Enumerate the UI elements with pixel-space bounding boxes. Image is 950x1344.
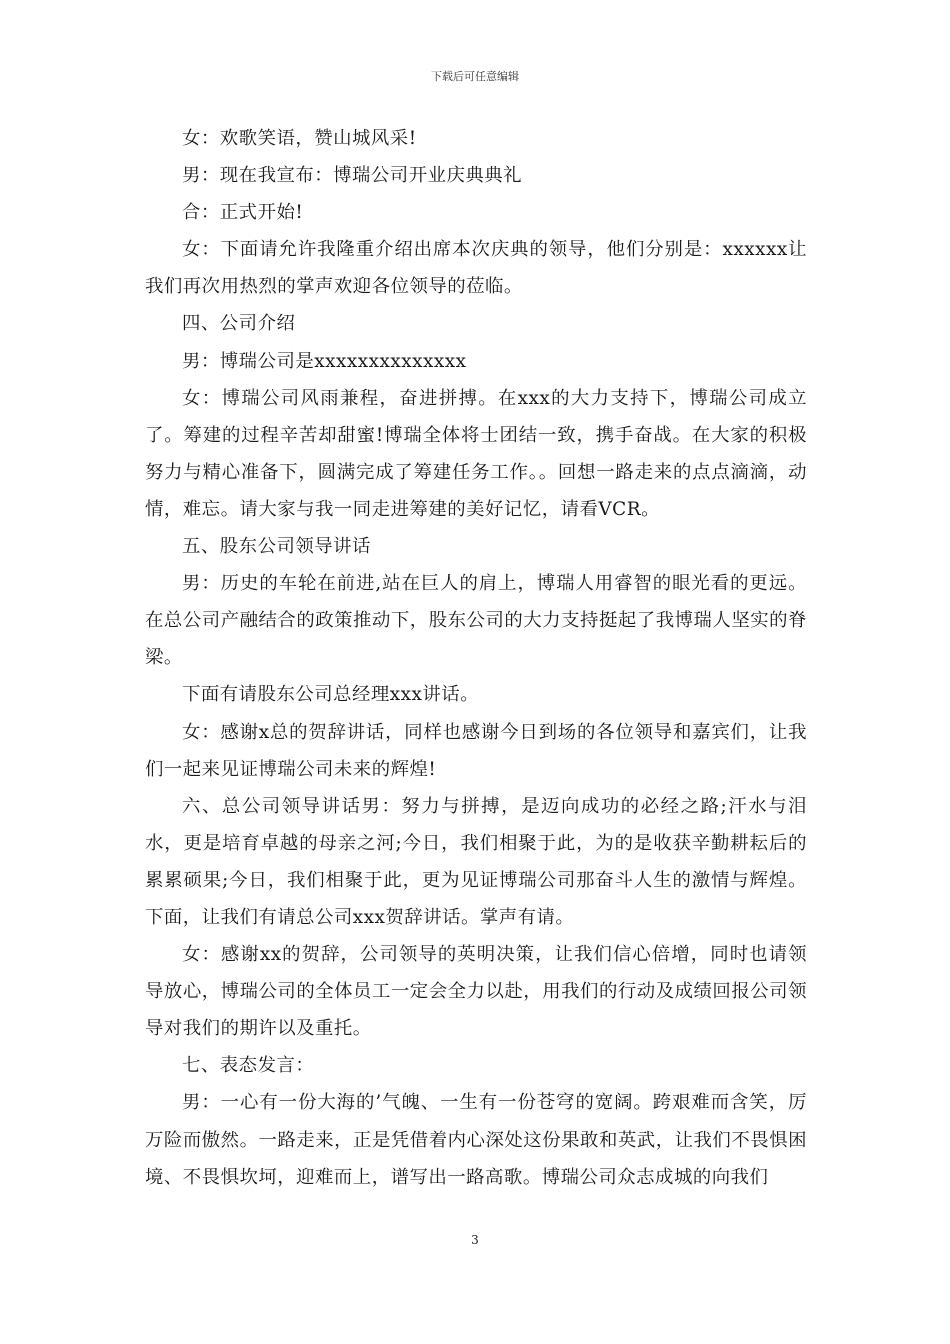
paragraph: 女：感谢xx的贺辞，公司领导的英明决策，让我们信心倍增，同时也请领导放心，博瑞公司的全体员工一定会全力以赴，用我们的行动及成绩回报公司领导对我们的期许以及重托。	[145, 944, 807, 1040]
paragraph: 男：一心有一份大海的’气魄、一生有一份苍穹的宽阔。跨艰难而含笑，厉万险而傲然。一路走来，正是凭借着内心深处这份果敢和英武，让我们不畏惧困境、不畏惧坎坷，迎难而上，谱写出一路高歌。博瑞公司众志成城的向我们	[145, 1092, 807, 1188]
section-heading: 七、表态发言：	[182, 1055, 315, 1077]
paragraph: 女：下面请允许我隆重介绍出席本次庆典的领导，他们分别是：xxxxxx让我们再次用热烈的掌声欢迎各位领导的莅临。	[145, 239, 807, 298]
paragraph: 六、总公司领导讲话男：努力与拼搏，是迈向成功的必经之路;汗水与泪水，更是培育卓越的母亲之河;今日，我们相聚于此，为的是收获辛勤耕耘后的累累硕果;今日，我们相聚于此，更为见证博瑞公司那奋斗人生的激情与辉煌。下面，让我们有请总公司xxx贺辞讲话。掌声有请。	[145, 795, 807, 928]
paragraph: 下面有请股东公司总经理xxx讲话。	[182, 684, 480, 706]
paragraph: 男：历史的车轮在前进,站在巨人的肩上，博瑞人用睿智的眼光看的更远。在总公司产融结合的政策推动下，股东公司的大力支持挺起了我博瑞人坚实的脊梁。	[145, 573, 807, 669]
paragraph: 女：欢歌笑语，赞山城风采!	[182, 128, 417, 149]
section-heading: 五、股东公司领导讲话	[182, 536, 371, 558]
paragraph: 合：正式开始!	[182, 202, 304, 224]
paragraph: 男：博瑞公司是xxxxxxxxxxxxxx	[182, 350, 467, 372]
paragraph: 女：感谢x总的贺辞讲话，同样也感谢今日到场的各位领导和嘉宾们，让我们一起来见证博瑞公司未来的辉煌!	[145, 721, 807, 780]
page-number: 3	[471, 1233, 479, 1247]
page-header-note: 下载后可任意编辑	[431, 70, 519, 83]
section-heading: 四、公司介绍	[182, 313, 296, 335]
paragraph: 女：博瑞公司风雨兼程，奋进拼搏。在xxx的大力支持下，博瑞公司成立了。筹建的过程辛苦却甜蜜!博瑞全体将士团结一致，携手奋战。在大家的积极努力与精心准备下，圆满完成了筹建任务工作。。回想一路走来的点点滴滴，动情，难忘。请大家与我一同走进筹建的美好记忆，请看VCR。	[145, 387, 807, 520]
document-body	[145, 120, 807, 1196]
paragraph: 男：现在我宣布：博瑞公司开业庆典典礼	[182, 165, 523, 187]
